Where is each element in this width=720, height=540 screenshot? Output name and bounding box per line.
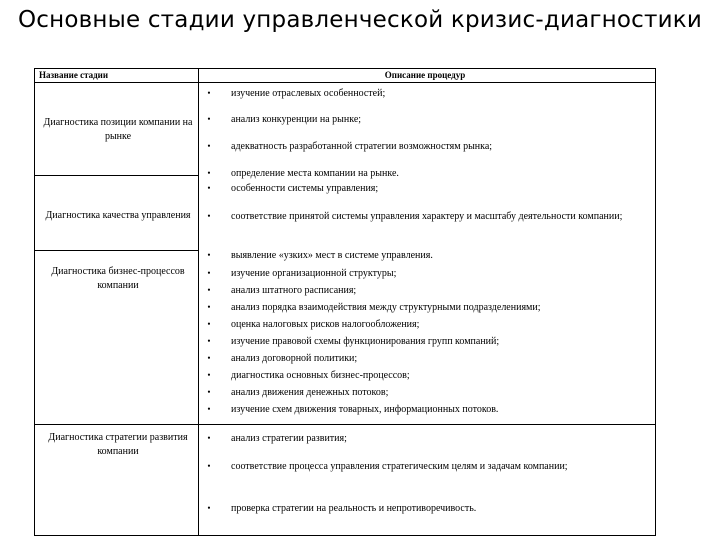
- procedure-text: диагностика основных бизнес-процессов;: [231, 370, 410, 381]
- bullet-icon: •: [207, 268, 211, 278]
- bullet-icon: •: [207, 461, 211, 471]
- procedure-text: соответствие принятой системы управления характеру и масштабу деятельности компании;: [231, 211, 623, 222]
- stage-management-quality: Диагностика качества управления: [45, 210, 191, 221]
- stage-market-position: Диагностика позиции компании на рынке: [43, 117, 193, 142]
- bullet-icon: •: [207, 285, 211, 295]
- procedure-text: анализ порядка взаимодействия между структурными подразделениями;: [231, 302, 541, 313]
- procedure-text: изучение схем движения товарных, информационных потоков.: [231, 404, 499, 415]
- procedure-text: изучение отраслевых особенностей;: [231, 88, 386, 99]
- bullet-icon: •: [207, 211, 211, 221]
- slide-title-text: Основные стадии управленческой кризис-диагностики: [17, 7, 703, 33]
- bullet-icon: •: [207, 433, 211, 443]
- bullet-icon: •: [207, 336, 211, 346]
- bullet-icon: •: [207, 250, 211, 260]
- procedure-text: проверка стратегии на реальность и непротиворечивость.: [231, 503, 477, 514]
- procedure-text: определение места компании на рынке.: [231, 168, 399, 179]
- slide-title: [0, 6, 720, 35]
- bullet-icon: •: [207, 141, 211, 151]
- bullet-icon: •: [207, 503, 211, 513]
- bullet-icon: •: [207, 370, 211, 380]
- bullet-icon: •: [207, 319, 211, 329]
- header-stage: Название стадии: [39, 70, 109, 80]
- procedure-text: изучение правовой схемы функционирования групп компаний;: [231, 336, 500, 347]
- procedure-text: анализ штатного расписания;: [231, 285, 357, 296]
- procedure-text: анализ конкуренции на рынке;: [231, 114, 362, 125]
- bullet-icon: •: [207, 183, 211, 193]
- procedure-text: адекватность разработанной стратегии возможностям рынка;: [231, 141, 493, 152]
- procedure-text: анализ движения денежных потоков;: [231, 387, 389, 398]
- bullet-icon: •: [207, 404, 211, 414]
- procedure-text: анализ договорной политики;: [231, 353, 358, 364]
- column-divider: [198, 69, 199, 535]
- bullet-icon: •: [207, 168, 211, 178]
- bullet-icon: •: [207, 88, 211, 98]
- stage-development-strategy: Диагностика стратегии развития компании: [48, 432, 188, 457]
- procedure-text: анализ стратегии развития;: [231, 433, 347, 444]
- stage-business-processes: Диагностика бизнес-процессов компании: [51, 266, 185, 291]
- procedure-text: соответствие процесса управления стратегическим целям и задачам компании;: [231, 461, 568, 472]
- row-divider: [35, 424, 655, 425]
- bullet-icon: •: [207, 353, 211, 363]
- procedure-text: выявление «узких» мест в системе управления.: [231, 250, 433, 261]
- row-divider: [35, 175, 198, 176]
- procedure-text: особенности системы управления;: [231, 183, 379, 194]
- header-procedures: Описание процедур: [384, 70, 466, 80]
- header-divider: [35, 82, 655, 83]
- bullet-icon: •: [207, 114, 211, 124]
- row-divider: [35, 250, 198, 251]
- stages-table: [34, 68, 656, 536]
- procedure-text: изучение организационной структуры;: [231, 268, 397, 279]
- procedure-text: оценка налоговых рисков налогообложения;: [231, 319, 420, 330]
- bullet-icon: •: [207, 387, 211, 397]
- bullet-icon: •: [207, 302, 211, 312]
